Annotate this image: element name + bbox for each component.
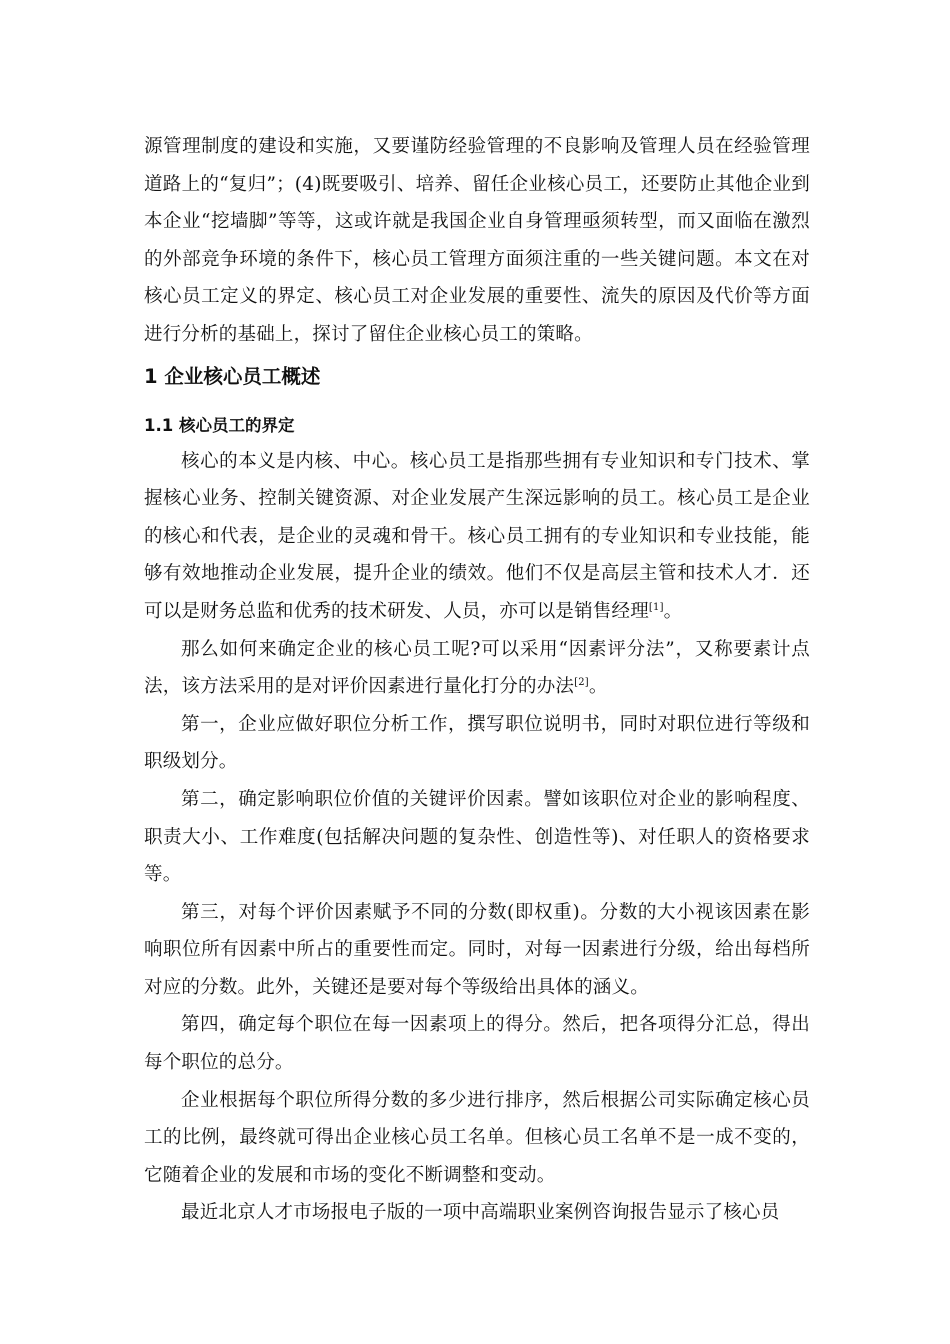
paragraph-text: 核心的本义是内核、中心。核心员工是指那些拥有专业知识和专门技术、掌握核心业务、控制关键资源、对企业发展产生深远影响的员工。核心员工是企业的核心和代表，是企业的灵魂和骨干。核心员工拥有的专业知识和专业技能，能够有效地推动企业发展，提升企业的绩效。他们不仅是高层主管和技术人才．还可以是财务总监和优秀的技术研发、人员，亦可以是销售经理 bbox=[144, 450, 810, 622]
paragraph-end: 。 bbox=[588, 676, 608, 698]
citation-1: [1] bbox=[648, 601, 664, 613]
paragraph-step-3: 第三，对每个评价因素赋予不同的分数(即权重)。分数的大小视该因素在影响职位所有因素中所占的重要性而定。同时，对每一因素进行分级，给出每档所对应的分数。此外，关键还是要对每个等级给出具体的涵义。 bbox=[144, 901, 810, 998]
paragraph-factor-method bbox=[144, 631, 810, 706]
paragraph-step-1: 第一，企业应做好职位分析工作，撰写职位说明书，同时对职位进行等级和职级划分。 bbox=[144, 713, 810, 773]
section-heading-1-1: 1.1 核心员工的界定 bbox=[144, 415, 295, 435]
paragraph-end: 。 bbox=[663, 600, 683, 622]
intro-paragraph: 源管理制度的建设和实施，又要谨防经验管理的不良影响及管理人员在经验管理道路上的“复归”；(4)既要吸引、培养、留任企业核心员工，还要防止其他企业到本企业“挖墙脚”等等，这或许就是我国企业自身管理亟须转型，而又面临在激烈的外部竞争环境的条件下，核心员工管理方面须注重的一些关键问题。本文在对核心员工定义的界定、核心员工对企业发展的重要性、流失的原因及代价等方面进行分析的基础上，探讨了留住企业核心员工的策略。 bbox=[144, 136, 810, 345]
paragraph-step-2: 第二，确定影响职位价值的关键评价因素。譬如该职位对企业的影响程度、职责大小、工作难度(包括解决问题的复杂性、创造性等)、对任职人的资格要求等。 bbox=[144, 788, 810, 886]
paragraph-step-4: 第四，确定每个职位在每一因素项上的得分。然后，把各项得分汇总，得出每个职位的总分。 bbox=[144, 1014, 810, 1074]
section-heading-1: 1 企业核心员工概述 bbox=[144, 364, 321, 388]
citation-2: [2] bbox=[574, 676, 589, 688]
paragraph-report: 最近北京人才市场报电子版的一项中高端职业案例咨询报告显示了核心员 bbox=[181, 1202, 780, 1224]
paragraph-core-definition bbox=[144, 443, 810, 631]
document-page bbox=[144, 128, 810, 1232]
paragraph-ranking: 企业根据每个职位所得分数的多少进行排序，然后根据公司实际确定核心员工的比例，最终就可得出企业核心员工名单。但核心员工名单不是一成不变的，它随着企业的发展和市场的变化不断调整和变动。 bbox=[144, 1089, 810, 1186]
paragraph-text: 那么如何来确定企业的核心员工呢?可以采用“因素评分法”，又称要素计点法，该方法采用的是对评价因素进行量化打分的办法 bbox=[144, 638, 810, 698]
